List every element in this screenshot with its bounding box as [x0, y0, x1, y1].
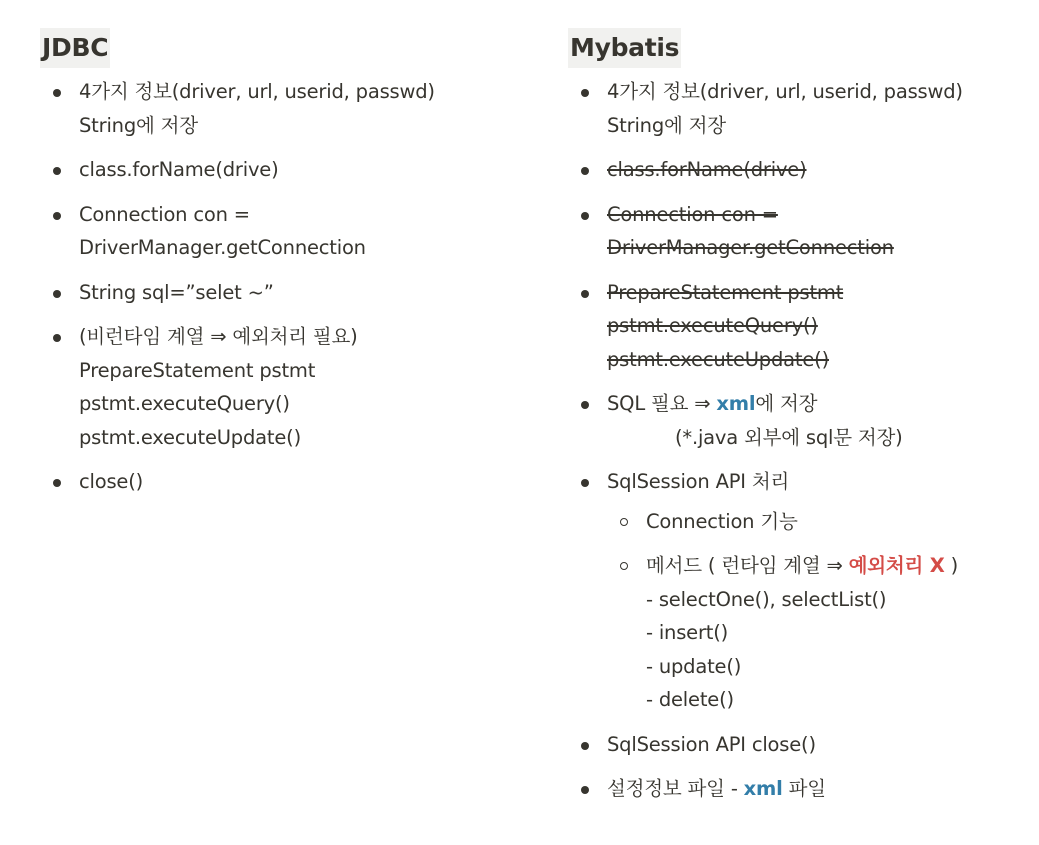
struck-line: PrepareStatement pstmt — [607, 280, 844, 304]
exception-highlight: 예외처리 X — [848, 554, 945, 577]
struck-line: DriverManager.getConnection — [607, 236, 894, 259]
struck-line: pstmt.executeQuery() — [607, 314, 818, 337]
xml-highlight: xml — [716, 392, 756, 415]
sub-list-item — [607, 549, 1028, 717]
mybatis-heading: Mybatis — [568, 28, 681, 68]
list-item-line — [646, 549, 1028, 583]
list-item-line: 4가지 정보(driver, url, userid, passwd) — [79, 80, 435, 103]
sub-list-item — [607, 505, 1028, 539]
list-item-line: pstmt.executeQuery() — [79, 392, 290, 415]
struck-line: pstmt.executeUpdate() — [607, 347, 829, 371]
list-item-line: pstmt.executeUpdate() — [79, 425, 301, 449]
list-item-line: 4가지 정보(driver, url, userid, passwd) — [607, 80, 963, 103]
jdbc-column — [40, 28, 510, 510]
list-item — [40, 198, 510, 265]
method-line: - delete() — [646, 688, 734, 711]
method-line: - update() — [646, 654, 742, 678]
text-segment: SQL 필요 ⇒ — [607, 392, 717, 415]
text-segment: 설정정보 파일 - — [607, 777, 744, 800]
list-item — [568, 75, 1028, 142]
text-segment: 파일 — [782, 777, 826, 800]
list-item-line: String에 저장 — [79, 113, 198, 137]
list-item-line: SqlSession API close() — [607, 732, 816, 756]
list-item-line: class.forName(drive) — [79, 158, 279, 181]
list-item-line: SqlSession API 처리 — [607, 470, 790, 493]
list-item-line — [607, 772, 1028, 806]
text-segment: 에 저장 — [755, 392, 818, 415]
struck-line: class.forName(drive) — [607, 158, 807, 181]
list-item-struck — [568, 276, 1028, 377]
list-item — [568, 728, 1028, 762]
struck-line: Connection con = — [607, 202, 778, 226]
list-item-line: String에 저장 — [607, 113, 726, 137]
xml-highlight: xml — [743, 777, 783, 800]
list-item — [568, 772, 1028, 806]
mybatis-column — [568, 28, 1028, 817]
method-line: - insert() — [646, 621, 729, 644]
list-item-struck — [568, 153, 1028, 187]
text-segment: ) — [944, 554, 959, 577]
mybatis-list — [568, 75, 1028, 806]
list-item-line: PrepareStatement pstmt — [79, 358, 316, 382]
list-item-line: Connection 기능 — [646, 509, 798, 533]
list-item-line: DriverManager.getConnection — [79, 236, 366, 259]
list-item — [40, 276, 510, 310]
list-item — [40, 75, 510, 142]
list-item-line: (비런타임 계열 ⇒ 예외처리 필요) — [79, 325, 358, 348]
method-line: - selectOne(), selectList() — [646, 587, 887, 611]
sqlsession-sublist — [607, 505, 1028, 717]
list-item — [40, 320, 510, 454]
list-item — [40, 465, 510, 499]
list-item-line: String sql=”selet ~” — [79, 280, 274, 304]
list-item-line: close() — [79, 470, 144, 493]
list-item-struck — [568, 198, 1028, 265]
list-item — [40, 153, 510, 187]
list-item-line — [607, 387, 1028, 421]
list-item — [568, 387, 1028, 454]
text-segment: 메서드 ( 런타임 계열 ⇒ — [646, 554, 849, 577]
list-item-line: Connection con = — [79, 202, 250, 226]
jdbc-heading: JDBC — [40, 28, 110, 68]
list-item — [568, 465, 1028, 717]
sql-note: (*.java 외부에 sql문 저장) — [675, 425, 903, 449]
jdbc-list — [40, 75, 510, 499]
